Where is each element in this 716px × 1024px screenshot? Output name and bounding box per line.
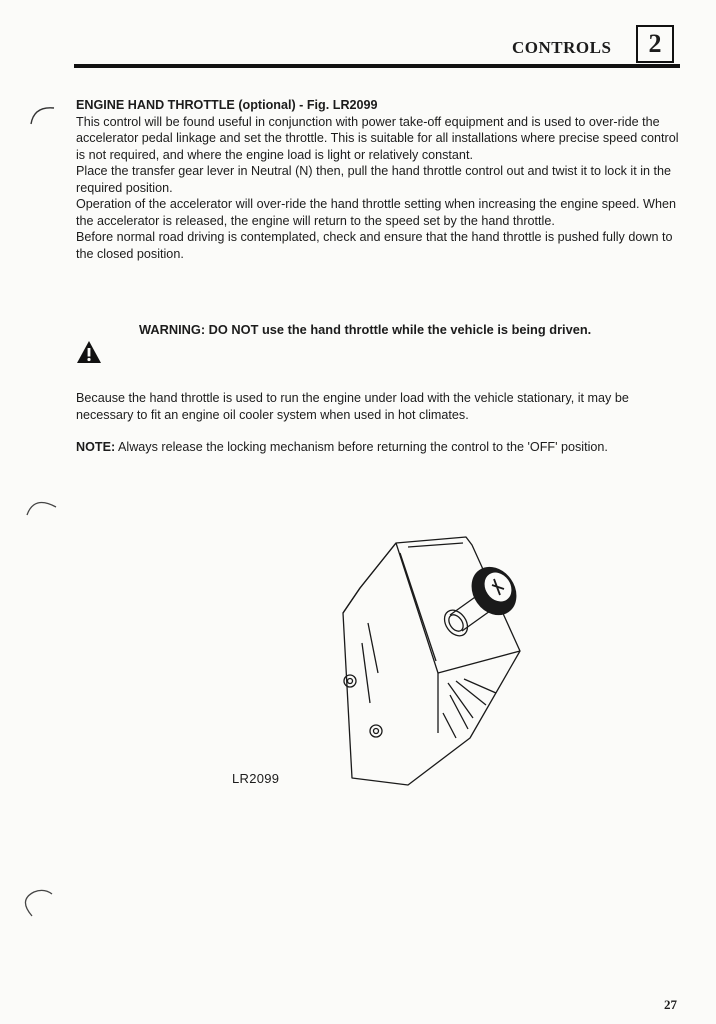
hand-throttle-illustration <box>338 533 528 793</box>
warning-text: WARNING: DO NOT use the hand throttle while the vehicle is being driven. <box>139 322 592 337</box>
paragraph: Before normal road driving is contemplated, check and ensure that the hand throttle is pushed fully down to the closed position. <box>76 230 673 261</box>
punch-hole-mark <box>24 495 58 519</box>
figure-label: LR2099 <box>232 771 280 786</box>
note-text: Always release the locking mechanism before returning the control to the 'OFF' position. <box>118 440 608 454</box>
additional-content <box>76 390 682 472</box>
section-number-box: 2 <box>636 25 674 63</box>
section-content <box>76 97 682 262</box>
paragraph: This control will be found useful in conjunction with power take-off equipment and is used to over-ride the accelerator pedal linkage and set the throttle. This is suitable for all installations where precise speed control is not required, and where the engine load is light or relatively constant. <box>76 114 679 162</box>
paragraph: Place the transfer gear lever in Neutral (N) then, pull the hand throttle control out and twist it to lock it in the required position. <box>76 164 672 195</box>
punch-hole-mark <box>20 886 54 918</box>
note <box>76 439 682 456</box>
punch-hole-mark <box>28 104 58 126</box>
paragraph: Because the hand throttle is used to run the engine under load with the vehicle stationary, it may be necessary to fit an engine oil cooler system when used in hot climates. <box>76 391 629 422</box>
warning-block <box>76 322 682 362</box>
paragraph: Operation of the accelerator will over-ride the hand throttle setting when increasing the engine speed. When the accelerator is released, the engine will return to the speed set by the hand throttle. <box>76 197 676 228</box>
warning-triangle-icon <box>76 340 102 364</box>
note-label: NOTE: <box>76 440 116 454</box>
section-heading: ENGINE HAND THROTTLE (optional) - Fig. LR2099 <box>76 98 378 112</box>
page-number: 27 <box>664 997 677 1012</box>
page-header-title: CONTROLS <box>512 38 612 57</box>
header-rule <box>74 64 680 68</box>
